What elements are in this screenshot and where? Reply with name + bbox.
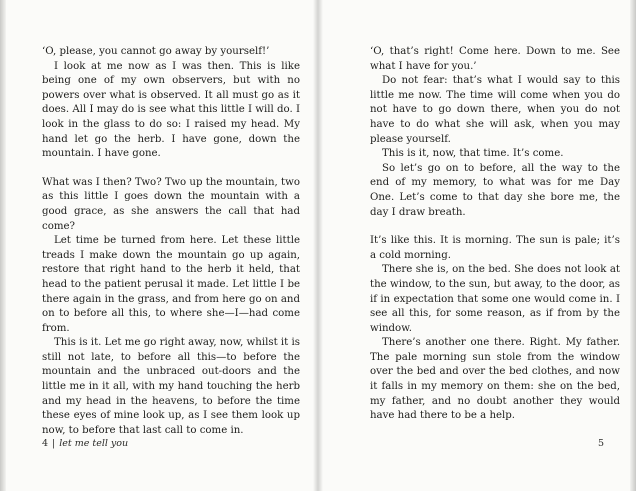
left-folio — [42, 438, 128, 449]
folio-separator: | — [52, 438, 56, 449]
paragraph: It’s like this. It is morning. The sun is pale; it’s a cold morning. — [370, 235, 620, 261]
paragraph: Let time be turned from here. Let these little treads I make down the mountain go up again, restore that right hand to the herb it held, that head to the patient perusal it made. Let little I be there again in the grass, and from here go on and on to before all this, to where she—I—had come from. — [42, 235, 300, 334]
right-folio — [598, 438, 604, 449]
paragraph: So let’s go on to before, all the way to the end of my memory, to what was for me Day One. Let’s come to that day she bore me, the day I draw breath. — [370, 162, 620, 218]
paragraph: There’s another one there. Right. My father. The pale morning sun stole from the window over the bed and over the bed clothes, and now it falls in my memory on them: she on the bed, my father, and no doubt another they would have had there to be a help. — [370, 337, 620, 422]
paragraph: ‘O, please, you cannot go away by yourself!’ — [42, 46, 270, 57]
page-number: 5 — [598, 438, 605, 449]
paragraph: What was I then? Two? Two up the mountain, two as this little I goes down the mountain with a good grace, as she answers the call that had come? — [42, 176, 300, 232]
paragraph: There she is, on the bed. She does not look at the window, to the sun, but away, to the door, as if in expectation that some one would come in. I see all this, for some reason, as if from by the window. — [370, 264, 620, 334]
right-page — [318, 0, 636, 491]
running-title: let me tell you — [59, 438, 129, 449]
page-number: 4 — [42, 438, 49, 449]
paragraph: This is it. Let me go right away, now, whilst it is still not late, to before all this—to before the mountain and the unbraced out-doors and the little me in it all, with my hand touching the herb and my head in the heavens, to before the time these eyes of mine look up, as I see them look up now, to before that last call to come in. — [42, 337, 300, 436]
section-break — [42, 162, 300, 176]
left-page-text — [42, 45, 300, 438]
paragraph: ‘O, that’s right! Come here. Down to me. See what I have for you.’ — [370, 46, 620, 72]
paragraph: This is it, now, that time. It’s come. — [382, 148, 564, 160]
section-break — [370, 220, 620, 234]
paragraph: Do not fear: that’s what I would say to this little me now. The time will come when you do not have to go down there, when you do not have to do what she will ask, when you may please yourself. — [370, 75, 620, 145]
right-page-text — [370, 45, 620, 424]
paragraph: I look at me now as I was then. This is like being one of my own observers, but with no powers over what is observed. It all must go as it does. All I may do is see what this little I will do. I look in the glass to do so: I raised my head. My hand let go the herb. I have gone, down the mountain. I have gone. — [42, 60, 300, 160]
